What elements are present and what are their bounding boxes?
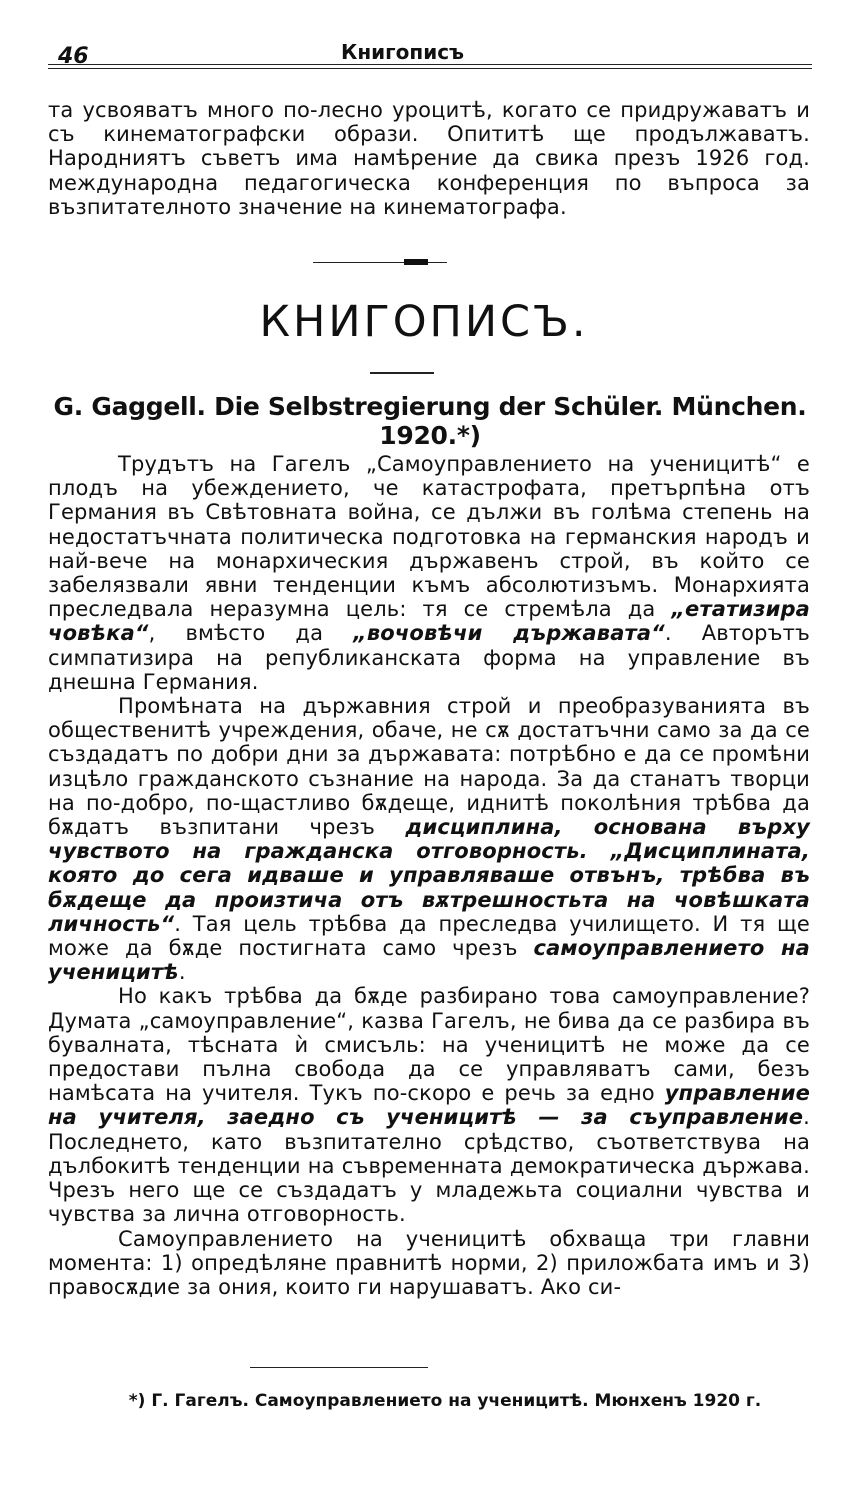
running-head	[48, 34, 812, 70]
section-title: КНИГОПИСЪ.	[259, 297, 589, 347]
footnote: *) Г. Гагелъ. Самоуправлението на ученицитѣ. Мюнхенъ 1920 г.	[128, 1391, 762, 1411]
paragraph-3: Но какъ трѣбва да бѫде разбирано това самоуправление? Думата „самоуправление“, казва Гагелъ, не бива да се разбира въ бувалната, тѣсната ѝ смисъль: на ученицитѣ не може да се предостави пълна свобода да се управляватъ сами, безъ намѣсата на учителя. Тукъ по-скоро е речь за едно управление на учителя, заедно съ ученицитѣ — за съуправление. Последнето, като възпитателно срѣдство, съответствува на дълбокитѣ тенденции на съвременната демократическа държава. Чрезъ него ще се създадатъ у младежьта социални чувства и чувства за лична отговорность.	[48, 984, 810, 1227]
paragraph-2: Промѣната на държавния строй и преобразуванията въ общественитѣ учреждения, обаче, не сѫ достатъчни само за да се създадатъ по добри дни за държавата: потрѣбно е да се промѣни изцѣло гражданското съзнание на народа. За да станатъ творци на по-добро, по-щастливо бѫдеще, иднитѣ поколѣния трѣбва да бѫдатъ възпитани чрезъ дисциплина, основана върху чувството на гражданска отговорность. „Дисциплината, която до сега идваше и управляваше отвънъ, трѣбва въ бѫдеще да произтича отъ вѫтрешностьта на човѣшката личность“. Тая цель трѣбва да преследва училището. И тя ще може да бѫде постигната само чрезъ самоуправлението на ученицитѣ.	[48, 694, 811, 985]
book-heading: G. Gaggell. Die Selbstregierung der Schüler. München. 1920.*)	[53, 392, 807, 450]
section-divider-ornament	[404, 259, 428, 265]
running-head-title: Книгописъ	[341, 40, 465, 64]
page-number: 46	[58, 44, 89, 69]
footnote-rule	[250, 1367, 428, 1368]
review-body	[48, 452, 810, 1299]
section-divider-bottom	[370, 372, 434, 374]
paragraph-4: Самоуправлението на ученицитѣ обхваща три главни момента: 1) опредѣляне правнитѣ норми, 2) приложбата имъ и 3) правосѫдие за ония, които ги нарушаватъ. Ако си-	[48, 1226, 810, 1299]
intro-paragraph: та усвояватъ много по-лесно уроцитѣ, когато се придружаватъ и съ кинематографски образи. Опититѣ ще продължаватъ. Народниятъ съветъ има намѣрение да свика презъ 1926 год. международна педагогическа конференция по въпроса за възпитателното значение на кинематографа.	[48, 98, 810, 219]
paragraph-1: Трудътъ на Гагелъ „Самоуправлението на ученицитѣ“ е плодъ на убеждението, че катастрофата, претърпѣна отъ Германия въ Свѣтовната война, се дължи въ голѣма степень на недостатъчната политическа подготовка на германския народъ и най-вече на монархическия държавенъ строй, въ който се забелязвали явни тенденции къмъ абсолютизъмъ. Монархията преследвала неразумна цель: тя се стремѣла да „етатизира човѣка“, вмѣсто да „вочовѣчи държавата“. Авторътъ симпатизира на републиканската форма на управление въ днешна Германия.	[48, 452, 810, 694]
header-rule	[48, 64, 812, 69]
